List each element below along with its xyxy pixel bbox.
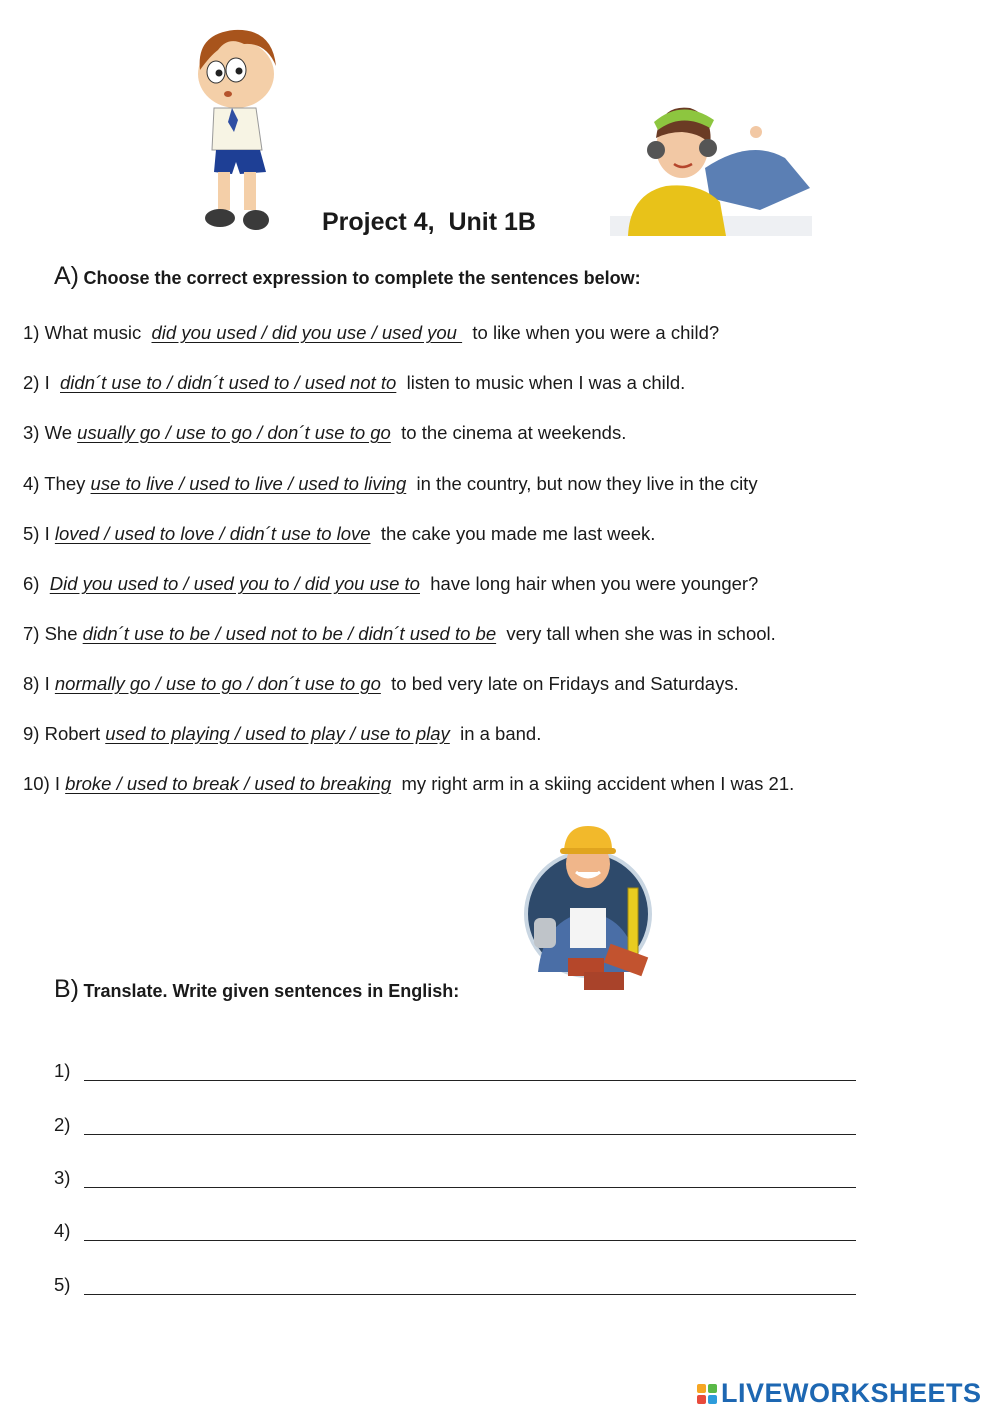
answer-options[interactable]: usually go / use to go / don´t use to go	[77, 422, 391, 443]
page-title: Project 4, Unit 1B	[322, 208, 536, 236]
section-b-letter: B)	[54, 975, 79, 1003]
question-rest: in the country, but now they live in the city	[411, 473, 758, 494]
boy-illustration	[188, 22, 288, 237]
translation-number: 4)	[54, 1220, 71, 1241]
girl-headphones-photo	[610, 98, 812, 236]
question-number: 10) I	[23, 773, 66, 794]
answer-options[interactable]: did you used / did you use / used you	[151, 322, 463, 343]
section-b-instruction: Translate. Write given sentences in English:	[83, 981, 460, 1001]
question-number: 2) I	[23, 372, 55, 393]
logo-grid-icon	[697, 1384, 717, 1404]
question-rest: my right arm in a skiing accident when I was 21.	[396, 773, 795, 794]
section-a-letter: A)	[54, 262, 79, 290]
question-row	[23, 771, 794, 797]
section-b-heading	[54, 975, 459, 1004]
question-number: 7) She	[23, 623, 83, 644]
translation-answer-line[interactable]	[84, 1187, 856, 1188]
translation-number: 3)	[54, 1167, 71, 1188]
question-number: 4) They	[23, 473, 91, 494]
question-number: 8) I	[23, 673, 55, 694]
translation-answer-line[interactable]	[84, 1240, 856, 1241]
question-rest: listen to music when I was a child.	[401, 372, 686, 393]
question-row	[23, 521, 655, 547]
question-rest: to the cinema at weekends.	[395, 422, 627, 443]
question-number: 9) Robert	[23, 723, 106, 744]
question-rest: have long hair when you were younger?	[425, 573, 759, 594]
question-rest: the cake you made me last week.	[375, 523, 656, 544]
section-a-instruction: Choose the correct expression to complete the sentences below:	[83, 268, 641, 288]
liveworksheets-logo[interactable]	[697, 1378, 982, 1409]
question-rest: to like when you were a child?	[467, 322, 720, 343]
question-row	[23, 370, 685, 396]
question-rest: to bed very late on Fridays and Saturdays.	[386, 673, 739, 694]
question-number: 1) What music	[23, 322, 147, 343]
question-row	[23, 420, 626, 446]
question-row	[23, 721, 541, 747]
answer-options[interactable]: didn´t use to be / used not to be / didn´t used to be	[82, 623, 497, 644]
question-rest: very tall when she was in school.	[501, 623, 776, 644]
section-a-heading	[54, 262, 641, 291]
translation-answer-line[interactable]	[84, 1134, 856, 1135]
builder-illustration	[522, 822, 672, 998]
answer-options[interactable]: Did you used to / used you to / did you use to	[49, 573, 420, 594]
answer-options[interactable]: didn´t use to / didn´t used to / used not to	[60, 372, 397, 393]
answer-options[interactable]: loved / used to love / didn´t use to love	[54, 523, 371, 544]
answer-options[interactable]: used to playing / used to play / use to play	[105, 723, 450, 744]
answer-options[interactable]: use to live / used to live / used to living	[90, 473, 407, 494]
question-row	[23, 671, 739, 697]
translation-answer-line[interactable]	[84, 1080, 856, 1081]
logo-text: LIVEWORKSHEETS	[721, 1378, 982, 1408]
question-number: 3) We	[23, 422, 78, 443]
translation-number: 5)	[54, 1274, 71, 1295]
translation-answer-line[interactable]	[84, 1294, 856, 1295]
answer-options[interactable]: normally go / use to go / don´t use to go	[54, 673, 381, 694]
question-number: 5) I	[23, 523, 55, 544]
answer-options[interactable]: broke / used to break / used to breaking	[65, 773, 392, 794]
question-row	[23, 621, 776, 647]
question-row	[23, 320, 719, 346]
question-row	[23, 471, 758, 497]
question-number: 6)	[23, 573, 45, 594]
question-rest: in a band.	[454, 723, 542, 744]
question-row	[23, 571, 758, 597]
translation-number: 2)	[54, 1114, 71, 1135]
translation-number: 1)	[54, 1060, 71, 1081]
